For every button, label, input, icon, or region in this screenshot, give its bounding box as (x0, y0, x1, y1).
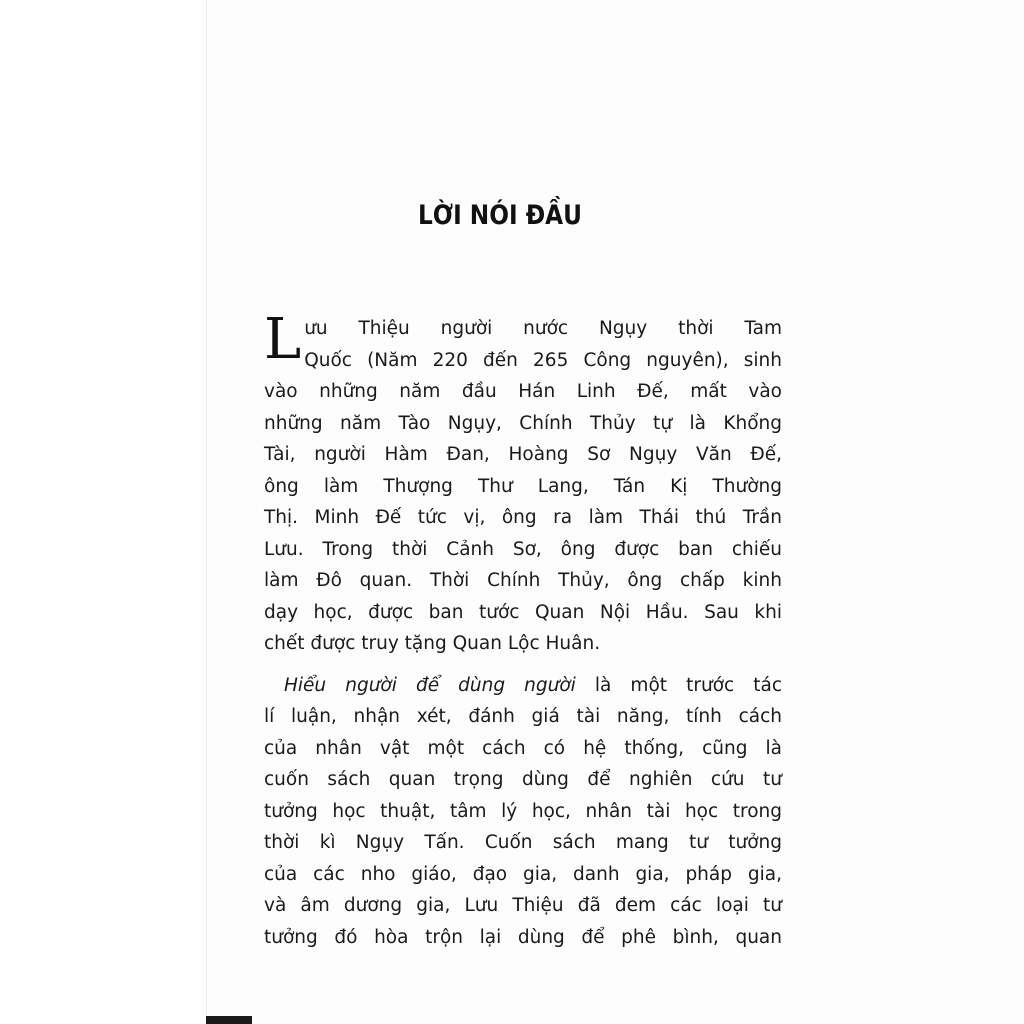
text-line: Tài, người Hàm Đan, Hoàng Sơ Ngụy Văn Đế, (264, 444, 782, 465)
text-line: Lưu. Trong thời Cảnh Sơ, ông được ban chiếu (264, 538, 782, 560)
text-line: của các nho giáo, đạo gia, danh gia, pháp gia, (264, 863, 782, 885)
text-line (264, 670, 782, 702)
text-line: làm Đô quan. Thời Chính Thủy, ông chấp kinh (264, 570, 782, 591)
text-line: thời kì Ngụy Tấn. Cuốn sách mang tư tưởng (264, 832, 782, 853)
text-line: tưởng đó hòa trộn lại dùng để phê bình, quan (264, 926, 782, 948)
text-fragment: là một trước tác (575, 674, 782, 696)
drop-cap: L (264, 307, 302, 372)
text-line: cuốn sách quan trọng dùng để nghiên cứu tư (264, 769, 782, 790)
text-line: lí luận, nhận xét, đánh giá tài năng, tính cách (264, 706, 782, 727)
text-line: ông làm Thượng Thư Lang, Tán Kị Thường (264, 475, 782, 497)
text-line: vào những năm đầu Hán Linh Đế, mất vào (264, 381, 782, 402)
paragraph-2 (264, 670, 782, 954)
text-line: tưởng học thuật, tâm lý học, nhân tài học trong (264, 800, 782, 822)
text-line: những năm Tào Ngụy, Chính Thủy tự là Khổng (264, 412, 782, 434)
text-line: của nhân vật một cách có hệ thống, cũng là (264, 737, 782, 759)
paragraph-1 (264, 307, 782, 660)
body-text (264, 307, 782, 953)
book-title-italic: Hiểu người để dùng người (284, 674, 576, 696)
text-line: chết được truy tặng Quan Lộc Huân. (264, 633, 601, 654)
chapter-title: LỜI NÓI ĐẦU (418, 200, 582, 231)
text-line: dạy học, được ban tước Quan Nội Hầu. Sau khi (264, 601, 782, 623)
page-edge-shadow (206, 1016, 252, 1024)
text-line: Thị. Minh Đế tức vị, ông ra làm Thái thú Trần (264, 507, 782, 528)
text-line: và âm dương gia, Lưu Thiệu đã đem các loại tư (264, 895, 782, 916)
text-line: Quốc (Năm 220 đến 265 Công nguyên), sinh (304, 349, 782, 371)
text-line: ưu Thiệu người nước Ngụy thời Tam (304, 318, 782, 339)
